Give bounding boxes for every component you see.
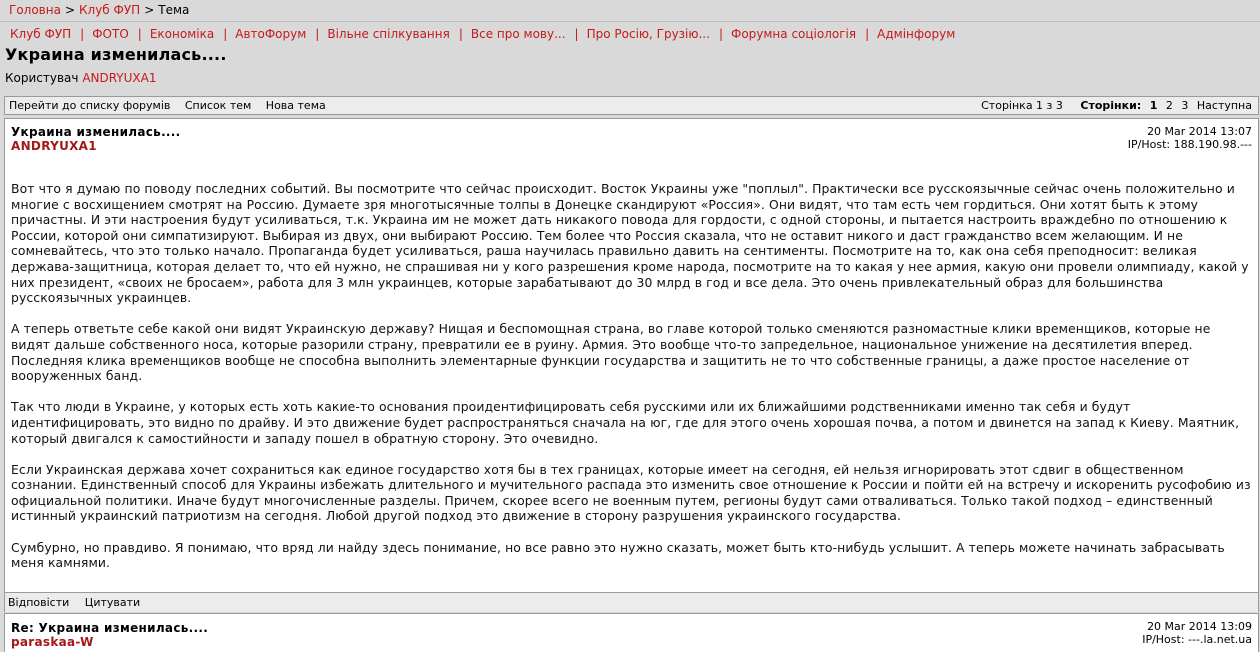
post-body bbox=[11, 181, 1251, 586]
user-name-link[interactable]: ANDRYUXA1 bbox=[82, 71, 157, 85]
post-date: 20 Mar 2014 13:09 bbox=[1147, 620, 1252, 633]
post-meta bbox=[1142, 620, 1252, 646]
page-title: Украина изменилась.... bbox=[5, 45, 227, 64]
pagination bbox=[981, 99, 1252, 112]
breadcrumb-club-link[interactable]: Клуб ФУП bbox=[79, 3, 141, 17]
forum-nav-bar bbox=[0, 21, 1260, 45]
breadcrumb-separator: > bbox=[64, 3, 76, 17]
quote-button[interactable]: Цитувати bbox=[84, 596, 141, 609]
pages-label: Сторінки: bbox=[1080, 99, 1142, 112]
post-paragraph: Если Украинская держава хочет сохраниться как единое государство хотя бы в тех границах, которые имеет на сегодня, ей нельзя игнорировать этот сдвиг в общественном сознании. Единственный способ для Украины избежать длительного и мучительного распада это изменить свое отношение к России и пойти ей на встречу и искоренить русофобию из официальной политики. Иначе будут многочисленные разделы. Причем, скорее всего не военным путем, регионы будут сами отваливаться. Только такой подход – единственный истинный украинский патриотизм на сегодня. Любой другой подход это движение в сторону разрушения украинского государства. bbox=[11, 461, 1251, 524]
post-paragraph: Так что люди в Украине, у которых есть хоть какие-то основания проидентифицировать себя русскими или их ближайшими родственниками именно так себя и будут идентифицировать, это видно по драйву. И это движение будет распространяться сначала на юг, где для этого очень хорошая почва, а потом и двинется на запад к Киеву. Маятник, который двигался к самостийности и западу пошел в обратную сторону. Это очевидно. bbox=[11, 399, 1240, 446]
post-title: Украина изменилась.... bbox=[11, 125, 181, 139]
new-topic-link[interactable]: Нова тема bbox=[265, 99, 326, 112]
nav-item-sociology[interactable]: Форумна соціологія bbox=[730, 27, 857, 41]
breadcrumb-home-link[interactable]: Головна bbox=[9, 3, 61, 17]
nav-separator: | bbox=[458, 27, 463, 41]
nav-item-language[interactable]: Все про мову... bbox=[470, 27, 566, 41]
nav-item-autoforum[interactable]: АвтоФорум bbox=[235, 27, 307, 41]
page-link-2[interactable]: 2 bbox=[1165, 99, 1173, 112]
nav-separator: | bbox=[223, 27, 228, 41]
nav-item-photo[interactable]: ФОТО bbox=[92, 27, 129, 41]
post-date: 20 Mar 2014 13:07 bbox=[1147, 125, 1252, 138]
post-title: Re: Украина изменилась.... bbox=[11, 621, 209, 635]
nav-separator: | bbox=[574, 27, 579, 41]
post-paragraph: А теперь ответьте себе какой они видят Украинскую державу? Нищая и беспомощная страна, во главе которой только сменяются разномастные клики временщиков, которые не видят дальше собственного носа, которые разорили страну, превратили ее в руину. Армия. Это вообще что-то запредельное, национальное унижение на десятилетия вперед. Последняя клика временщиков вообще не способна выполнить элементарные функции государства и защитить не то что собственные границы, а даже простое население от вооруженных банд. bbox=[11, 321, 1211, 384]
post-host: IP/Host: 188.190.98.--- bbox=[1127, 138, 1252, 151]
nav-separator: | bbox=[137, 27, 142, 41]
page-link-3[interactable]: 3 bbox=[1181, 99, 1189, 112]
topic-toolbar bbox=[4, 96, 1259, 115]
breadcrumb-current: Тема bbox=[158, 3, 190, 17]
post-paragraph: Вот что я думаю по поводу последних событий. Вы посмотрите что сейчас происходит. Восток Украины уже "поплыл". Практически все русскоязычные сейчас очень положительно и многие с восхищением смотрят на Россию. Думаете зря многотысячные толпы в Донецке скандируют «Россия». Они видят, что там есть чем гордиться. Они хотят быть к этому причастны. И эти настроения будут усиливаться, т.к. Украина им не может дать никакого повода для гордости, с одной стороны, и пытается настроить враждебно по отношению к России, которой они симпатизируют. Выбирая из двух, они выбирают Россию. Тем более что Россия сказала, что не оставит никого и даст гражданство всем желающим. И не сомневайтесь, что это только начало. Пропаганда будет усиливаться, раша научилась правильно давить на сентименты. Посмотрите на то, как она себя преподносит: великая держава-защитница, которая делает то, что ей нужно, не спрашивая ни у кого разрешения кроме народа, посмотрите на то какая у нее армия, какую они провели олимпиаду, какой у них президент, «своих не бросаем», работа для 3 млн украинцев, которые зарабатывают до 30 млрд в год и все дела. Это очень привлекательный образ для большинства русскоязычных украинцев. bbox=[11, 181, 1249, 306]
nav-item-free-talk[interactable]: Вільне спілкування bbox=[327, 27, 450, 41]
nav-item-russia-georgia[interactable]: Про Росію, Грузію... bbox=[586, 27, 710, 41]
user-line bbox=[5, 71, 157, 85]
post-author[interactable]: ANDRYUXA1 bbox=[11, 139, 97, 153]
nav-item-economy[interactable]: Економіка bbox=[149, 27, 215, 41]
nav-separator: | bbox=[718, 27, 723, 41]
post-meta bbox=[1128, 125, 1252, 151]
post bbox=[4, 613, 1259, 652]
page-link-1[interactable]: 1 bbox=[1149, 99, 1158, 112]
post bbox=[4, 118, 1259, 593]
post-actions bbox=[4, 593, 1259, 612]
nav-separator: | bbox=[315, 27, 320, 41]
nav-item-adminforum[interactable]: Адмінфорум bbox=[877, 27, 956, 41]
breadcrumb-separator: > bbox=[144, 3, 155, 17]
nav-separator: | bbox=[80, 27, 85, 41]
page-info: Сторінка 1 з 3 bbox=[981, 99, 1063, 112]
post-author[interactable]: paraskaa-W bbox=[11, 635, 94, 649]
next-page-link[interactable]: Наступна bbox=[1196, 99, 1252, 112]
nav-separator: | bbox=[865, 27, 870, 41]
breadcrumb bbox=[9, 3, 189, 17]
topic-list-link[interactable]: Список тем bbox=[184, 99, 252, 112]
reply-button[interactable]: Відповісти bbox=[8, 596, 70, 609]
forum-list-link[interactable]: Перейти до списку форумів bbox=[9, 99, 171, 112]
nav-item-club[interactable]: Клуб ФУП bbox=[10, 27, 72, 41]
post-host: IP/Host: ---.la.net.ua bbox=[1142, 633, 1252, 646]
user-label: Користувач bbox=[5, 71, 79, 85]
post-paragraph: Сумбурно, но правдиво. Я понимаю, что вряд ли найду здесь понимание, но все равно это нужно сказать, может быть кто-нибудь услышит. А теперь можете начинать забрасывать меня камнями. bbox=[11, 539, 1225, 571]
